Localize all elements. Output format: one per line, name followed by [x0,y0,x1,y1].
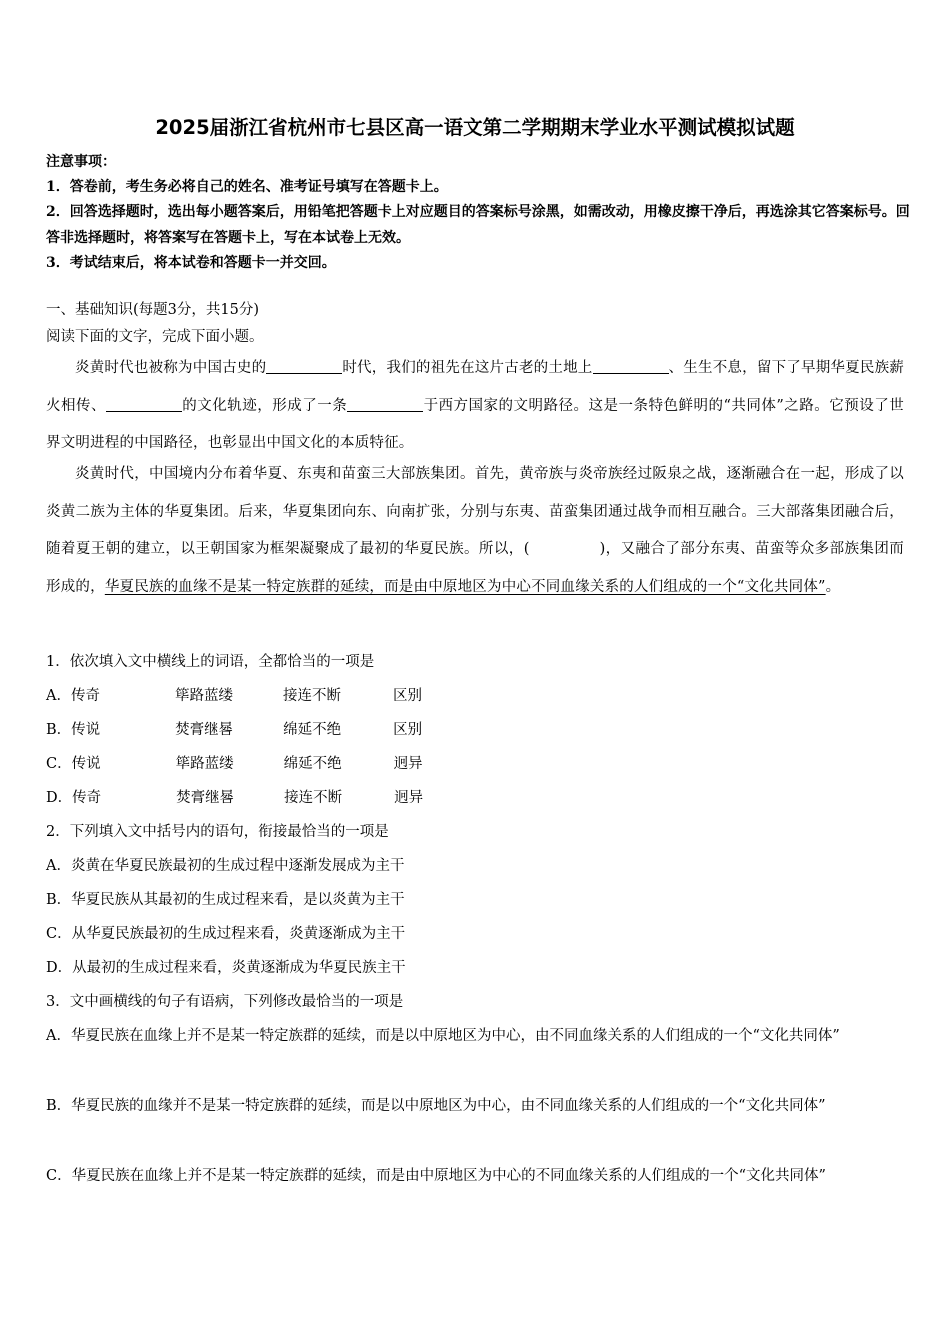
notice-item-3: 3．考试结束后，将本试卷和答题卡一并交回。 [46,255,336,271]
option-cell: 迥异 [394,790,424,806]
passage-paragraph-1 [46,350,904,463]
option-cell: 接连不断 [282,688,341,704]
section-intro: 阅读下面的文字，完成下面小题。 [46,329,264,345]
blank-2 [593,359,669,375]
notice-item-1: 1．答卷前，考生务必将自己的姓名、准考证号填写在答题卡上。 [46,179,448,195]
option-label: C． [46,756,72,772]
passage-text: 于西方国家的文明路径。这是一条特色鲜明的“共同体”之路。它预设了世界文明进程的中国路径，也彰显出中国文化的本质特征。 [46,397,904,451]
option-cell: 绵延不绝 [283,756,342,772]
option-cell: 接连不断 [284,790,343,806]
underlined-sentence: 华夏民族的血缘不是某一特定族群的延续，而是由中原地区为中心不同血缘关系的人们组成的一个“文化共同体” [104,578,826,595]
question-2-stem: 2．下列填入文中括号内的语句，衔接最恰当的一项是 [46,824,389,840]
notice-heading: 注意事项： [46,154,116,170]
passage-text: 炎黄时代也被称为中国古史的 [75,360,267,376]
question-1-option-a [46,684,422,705]
question-2-option-b: B．华夏民族从其最初的生成过程来看，是以炎黄为主干 [46,892,405,908]
blank-4 [347,396,423,412]
option-cell: 焚膏继晷 [176,790,235,806]
question-3-option-c: C．华夏民族在血缘上并不是某一特定族群的延续，而是由中原地区为中心的不同血缘关系的人们组成的一个“文化共同体” [46,1168,826,1184]
passage-paragraph-2 [46,456,904,606]
question-1-option-c [46,752,423,773]
question-1-stem: 1．依次填入文中横线上的词语，全都恰当的一项是 [46,654,375,670]
option-cell: 传奇 [72,790,102,806]
blank-3 [106,396,182,412]
question-3-option-a: A．华夏民族在血缘上并不是某一特定族群的延续，而是以中原地区为中心，由不同血缘关系的人们组成的一个“文化共同体” [46,1028,840,1044]
question-1-option-d [46,786,423,807]
option-label: A． [46,688,71,704]
exam-title: 2025届浙江省杭州市七县区高一语文第二学期期末学业水平测试模拟试题 [155,116,795,139]
notice-item-2: 2．回答选择题时，选出每小题答案后，用铅笔把答题卡上对应题目的答案标号涂黑，如需改动，用橡皮擦干净后，再选涂其它答案标号。回答非选择题时，将答案写在答题卡上，写在本试卷上无效。 [46,204,910,246]
question-3-stem: 3．文中画横线的句子有语病，下列修改最恰当的一项是 [46,994,404,1010]
section-heading: 一、基础知识(每题3分，共15分) [46,302,259,318]
question-2-option-a: A．炎黄在华夏民族最初的生成过程中逐渐发展成为主干 [46,858,405,874]
option-cell: 传说 [71,722,101,738]
option-cell: 传说 [71,756,101,772]
option-label: B． [46,722,72,738]
option-cell: 区别 [392,688,422,704]
passage-text: 炎黄时代，中国境内分布着华夏、东夷和苗蛮三大部族集团。首先，黄帝族与炎帝族经过阪泉之战，逐渐融合在一起，形成了以炎黄二族为主体的华夏集团。后来，华夏集团向东、向南扩张，分别与东夷、苗蛮集团通过战争而相互融合。三大部落集团融合后，随着夏王朝的建立，以王朝国家为框架凝聚成了最初的华夏民族。所以，( [46,466,904,557]
passage-text: )，又融合了部分东夷、苗蛮等众多部族集团而形成的， [46,541,904,595]
question-2-option-c: C．从华夏民族最初的生成过程来看，炎黄逐渐成为主干 [46,926,406,942]
passage-text: 的文化轨迹，形成了一条 [182,397,348,414]
option-cell: 绵延不绝 [283,722,342,738]
passage-text: 、生生不息，留下了早期华夏民族薪火相传、 [46,360,904,414]
option-cell: 迥异 [393,756,423,772]
question-2-option-d: D．从最初的生成过程来看，炎黄逐渐成为华夏民族主干 [46,960,406,976]
passage-text: 。 [825,578,841,595]
option-cell: 焚膏继晷 [175,722,234,738]
option-cell: 传奇 [70,688,100,704]
question-1-option-b [46,718,422,739]
option-cell: 筚路蓝缕 [174,688,233,704]
blank-1 [266,359,342,375]
option-cell: 筚路蓝缕 [175,756,234,772]
option-label: D． [46,790,73,806]
passage-text: 时代，我们的祖先在这片古老的土地上 [342,360,593,376]
question-3-option-b: B．华夏民族的血缘并不是某一特定族群的延续，而是以中原地区为中心，由不同血缘关系的人们组成的一个“文化共同体” [46,1098,826,1114]
option-cell: 区别 [393,722,423,738]
